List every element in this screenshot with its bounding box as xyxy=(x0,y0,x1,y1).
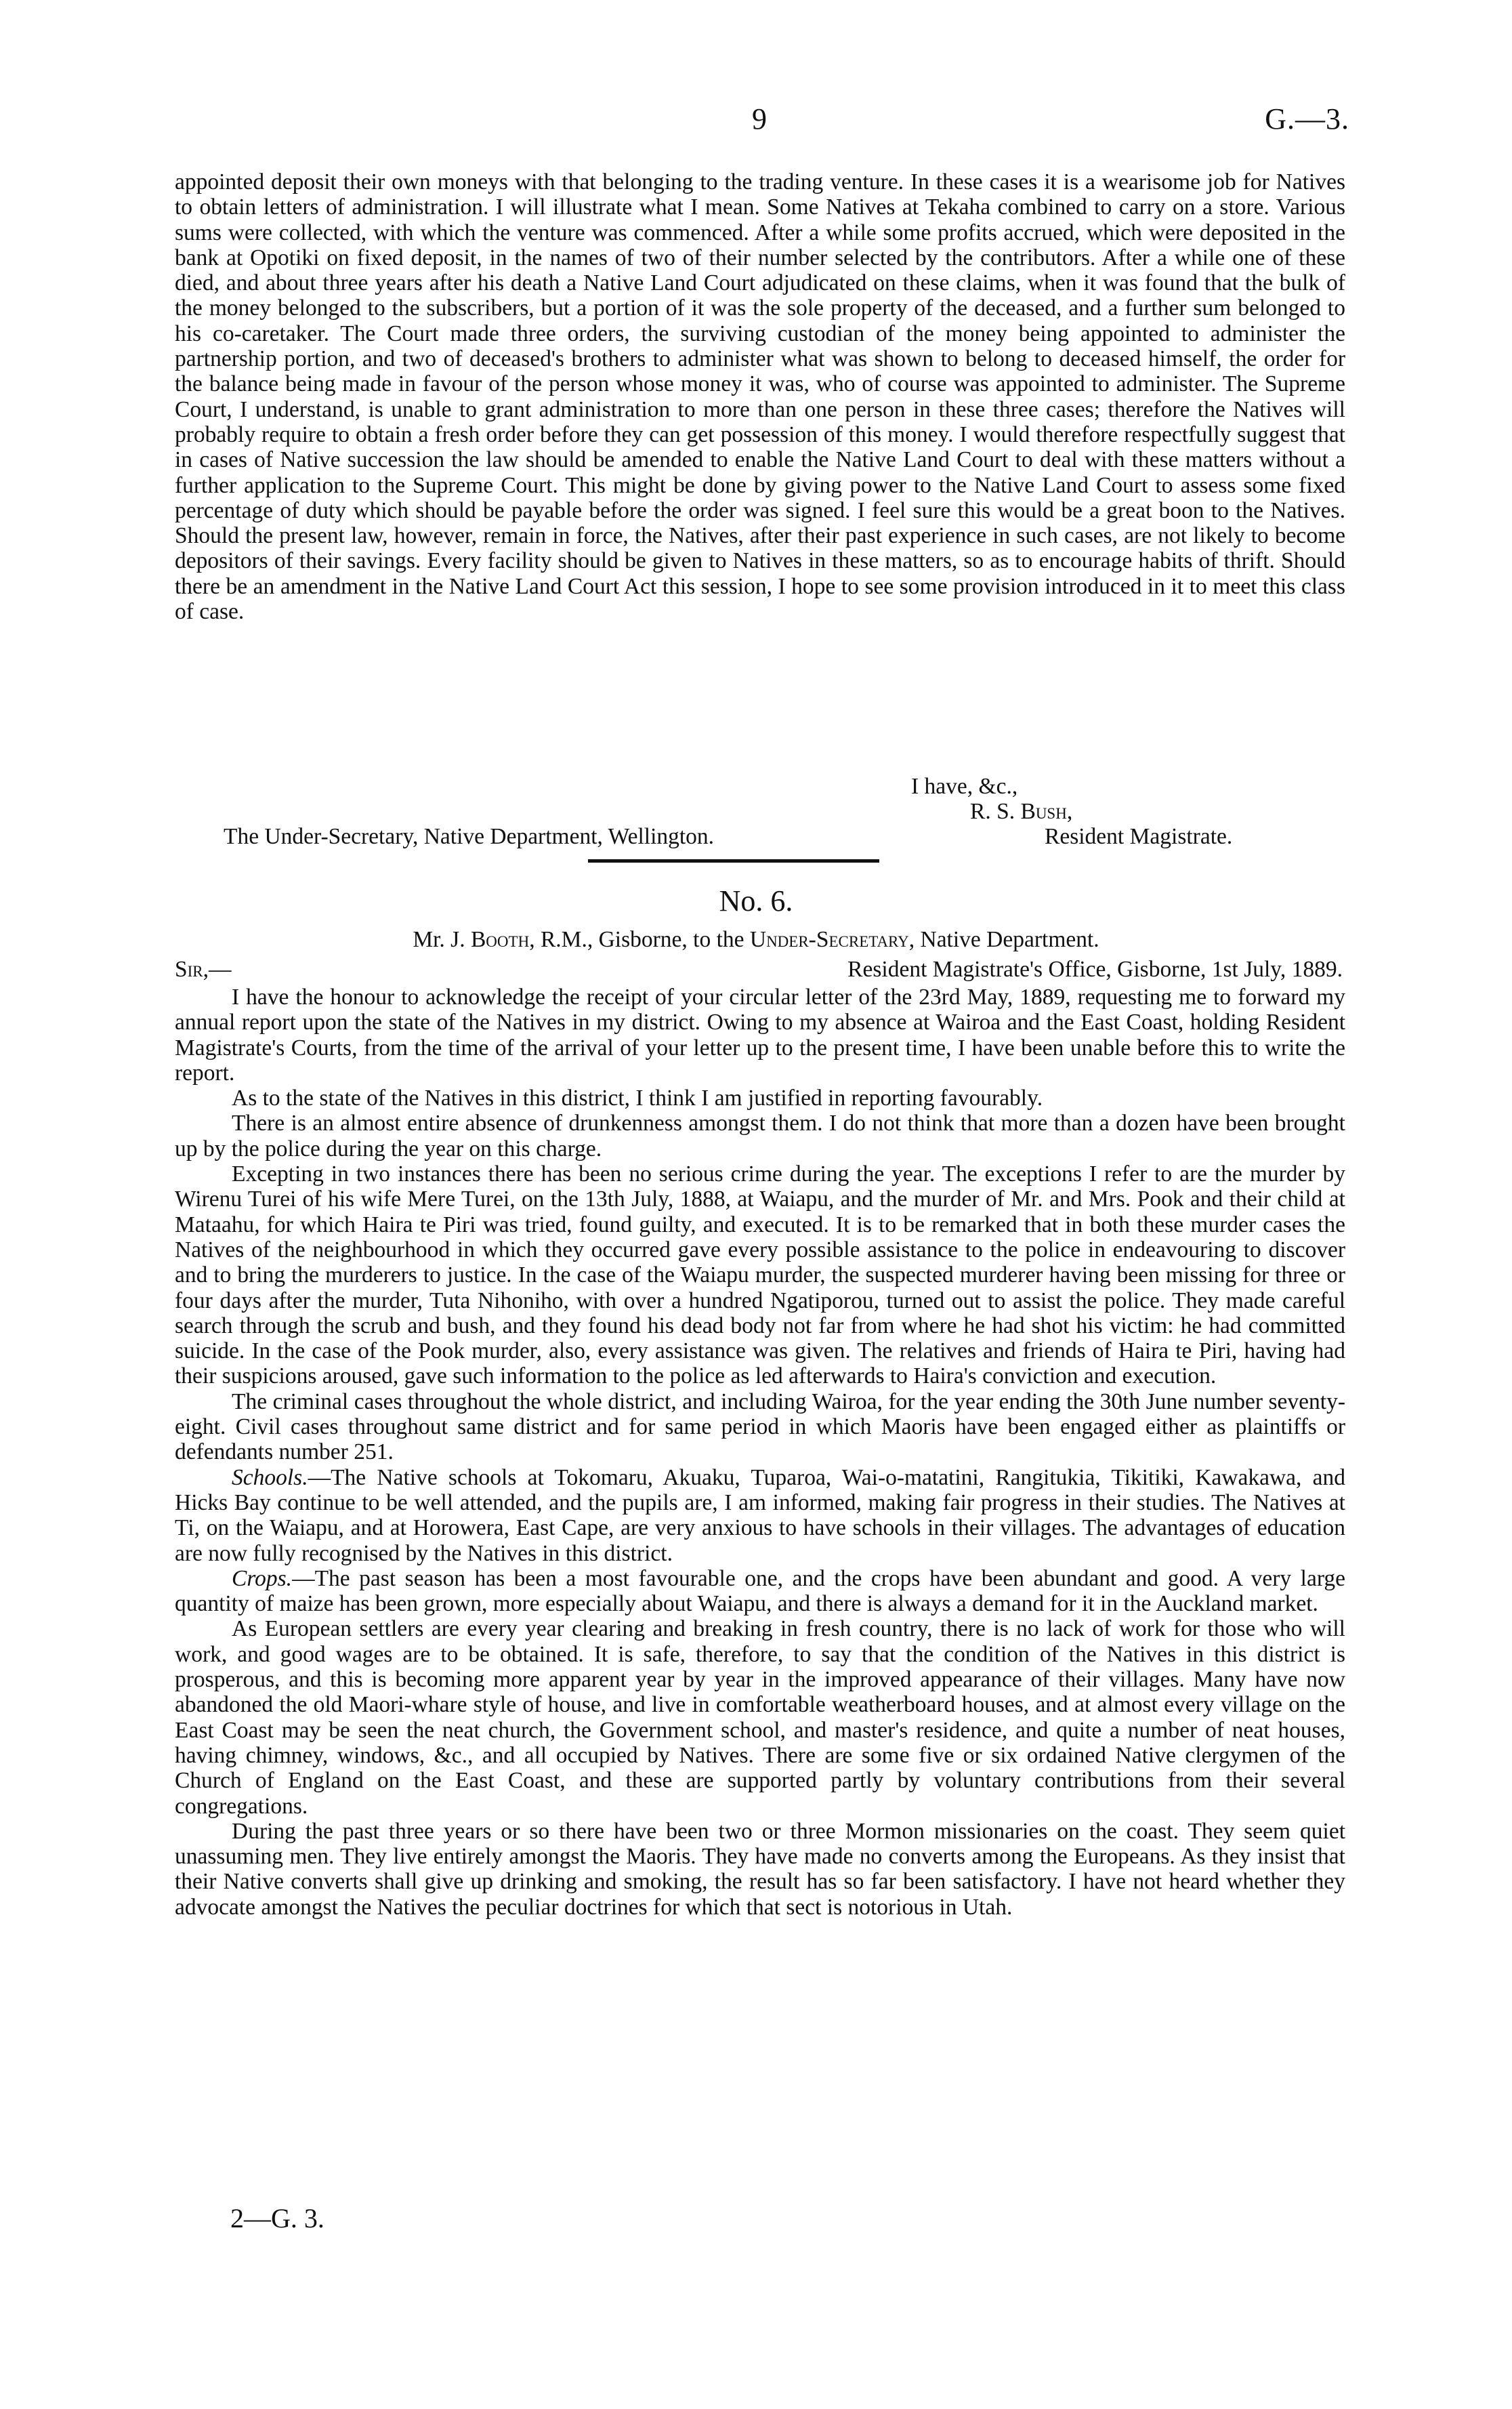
letter-paragraph: As to the state of the Natives in this district, I think I am justified in reporting favourably. xyxy=(232,1086,1043,1111)
crops-label: Crops. xyxy=(232,1565,293,1591)
signature: R. S. Bush, xyxy=(970,799,1073,824)
continuation-paragraph: appointed deposit their own moneys with that belonging to the trading venture. In these cases it is a wearisome job for Natives to obtain letters of administration. I will illustrate what I mean. Some Natives at Tekaha combined to carry on a store. Various sums were collected, with which the venture was commenced. After a while some profits accrued, which were deposited in the bank at Opotiki on fixed deposit, in the names of two of their number selected by the contributors. After a while one of these died, and about three years after his death a Native Land Court adjudicated on these claims, when it was found that the bulk of the money belonged to the subscribers, but a portion of it was the sole property of the deceased, and a further sum belonged to his co-caretaker. The Court made three orders, the surviving custodian of the money being appointed to administer the partnership portion, and two of deceased's brothers to administer what was shown to belong to deceased himself, the order for the balance being made in favour of the person whose money it was, who of course was appointed to administer. The Supreme Court, I understand, is unable to grant administration to more than one person in these three cases; therefore the Natives will probably require to obtain a fresh order before they can get possession of this money. I would therefore respectfully suggest that in cases of Native succession the law should be amended to enable the Native Land Court to deal with these matters without a further application to the Supreme Court. This might be done by giving power to the Native Land Court to assess some fixed percentage of duty which should be payable before the order was signed. I feel sure this would be a great boon to the Natives. Should the present law, however, remain in force, the Natives, after their past experience in such cases, are not likely to become depositors of their savings. Every facility should be given to Natives in these matters, so as to encourage habits of thrift. Should there be an amendment in the Native Land Court Act this session, I hope to see some provision introduced in it to meet this class of case. xyxy=(175,169,1345,625)
continuation-body xyxy=(175,169,1345,624)
page-number: 9 xyxy=(752,102,767,136)
to-suffix: , Native Department. xyxy=(908,927,1099,952)
schools-text: —The Native schools at Tokomaru, Akuaku, Tuparoa, Wai-o-matatini, Rangitukia, Tikitiki, Kawakawa, and Hicks Bay continue to be well attended, and the pupils are, I am informed, making fair progress in their studies. The Natives at Ti, on the Waiapu, and at Horowera, East Cape, are very anxious to have schools in their villages. The advantages of education are now fully recognised by the Natives in this district. xyxy=(175,1464,1345,1566)
letter-body xyxy=(175,985,1345,1920)
from-mid: , R.M., Gisborne, to the xyxy=(529,927,750,952)
addressee: The Under-Secretary, Native Department, Wellington. xyxy=(224,824,715,849)
crops-paragraph xyxy=(175,1566,1345,1617)
footer-reference: 2—G. 3. xyxy=(230,2203,324,2233)
crops-text: —The past season has been a most favourable one, and the crops have been abundant and good. A very large quantity of maize has been grown, more especially about Waiapu, and there is always a demand for it in the Auckland market. xyxy=(175,1565,1345,1617)
document-reference: G.—3. xyxy=(1265,102,1349,136)
letter-paragraph: Excepting in two instances there has been no serious crime during the year. The exceptions I refer to are the murder by Wirenu Turei of his wife Mere Turei, on the 13th July, 1888, at Waiapu, and the murder of Mr. and Mrs. Pook and their child at Mataahu, for which Haira te Piri was tried, found guilty, and executed. It is to be remarked that in both these murder cases the Natives of the neighbourhood in which they occurred gave every possible assistance to the police in endeavouring to discover and to bring the murderers to justice. In the case of the Waiapu murder, the suspected murderer having been missing for three or four days after the murder, Tuta Nihoniho, with over a hundred Ngatiporou, turned out to assist the police. They made careful search through the scrub and bush, and they found his dead body not far from where he had shot his victim: he had committed suicide. In the case of the Pook murder, also, every assistance was given. The relatives and friends of Haira te Piri, having had their suspicions aroused, gave such information to the police as led afterwards to Haira's conviction and execution. xyxy=(175,1161,1345,1389)
letter-paragraph: There is an almost entire absence of drunkenness amongst them. I do not think that more than a dozen have been brought up by the police during the year on this charge. xyxy=(175,1111,1345,1161)
from-name: Booth xyxy=(470,927,530,952)
from-prefix: Mr. J. xyxy=(413,927,471,952)
letter-paragraph: As European settlers are every year clearing and breaking in fresh country, there is no lack of work for those who will work, and good wages are to be obtained. It is safe, therefore, to say that the condition of the Natives in this district is prosperous, and this is becoming more apparent year by year in the improved appearance of their villages. Many have now abandoned the old Maori-whare style of house, and live in comfortable weatherboard houses, and at almost every village on the East Coast may be seen the neat church, the Government school, and master's residence, and quite a number of neat houses, having chimney, windows, &c., and all occupied by Natives. There are some five or six ordained Native clergymen of the Church of England on the East Coast, and these are supported partly by voluntary contributions from their several congregations. xyxy=(175,1616,1345,1819)
schools-paragraph xyxy=(175,1465,1345,1566)
schools-label: Schools. xyxy=(232,1464,308,1490)
closing-line: I have, &c., xyxy=(911,774,1018,799)
office-date-line: Resident Magistrate's Office, Gisborne, 1st July, 1889. xyxy=(847,957,1343,982)
letter-paragraph: I have the honour to acknowledge the receipt of your circular letter of the 23rd May, 1889, requesting me to forward my annual report upon the state of the Natives in my district. Owing to my absence at Wairoa and the East Coast, holding Resident Magistrate's Courts, from the time of the arrival of your letter up to the present time, I have been unable before this to write the report. xyxy=(175,985,1345,1086)
letter-paragraph: The criminal cases throughout the whole district, and including Wairoa, for the year ending the 30th June number seventy-eight. Civil cases throughout same district and for same period in which Maoris have been engaged either as plaintiffs or defendants number 251. xyxy=(175,1388,1345,1465)
letter-from-line xyxy=(0,927,1512,953)
salutation: Sir,— xyxy=(175,957,232,982)
to-name: Under-Secretary xyxy=(749,927,909,952)
signatory-title: Resident Magistrate. xyxy=(1045,824,1233,849)
section-divider xyxy=(588,859,879,863)
letter-paragraph: During the past three years or so there have been two or three Mormon missionaries on the coast. They seem quiet unassuming men. They live entirely amongst the Maoris. They have made no converts among the Europeans. As they insist that their Native converts shall give up drinking and smoking, the result has so far been satisfactory. I have not heard whether they advocate amongst the Natives the peculiar doctrines for which that sect is notorious in Utah. xyxy=(175,1818,1345,1920)
page-header xyxy=(0,102,1512,142)
letter-heading: No. 6. xyxy=(719,884,793,918)
